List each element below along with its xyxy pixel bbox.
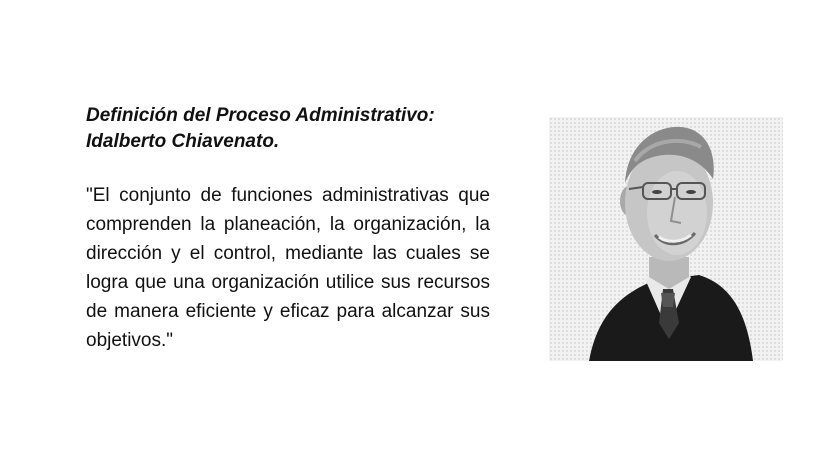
definition-quote: "El conjunto de funciones administrativas que comprenden la planeación, la organización, la dirección y el control, mediante las cuales se logra que una organización utilice sus recursos de manera eficiente y eficaz para alcanzar sus objetivos." <box>86 185 490 351</box>
portrait-illustration <box>549 117 783 361</box>
portrait-photo <box>549 117 783 361</box>
slide-title <box>86 103 490 155</box>
title-line-1: Definición del Proceso Administrativo: <box>86 105 435 126</box>
title-line-2: Idalberto Chiavenato. <box>86 131 280 152</box>
text-block <box>86 103 490 355</box>
